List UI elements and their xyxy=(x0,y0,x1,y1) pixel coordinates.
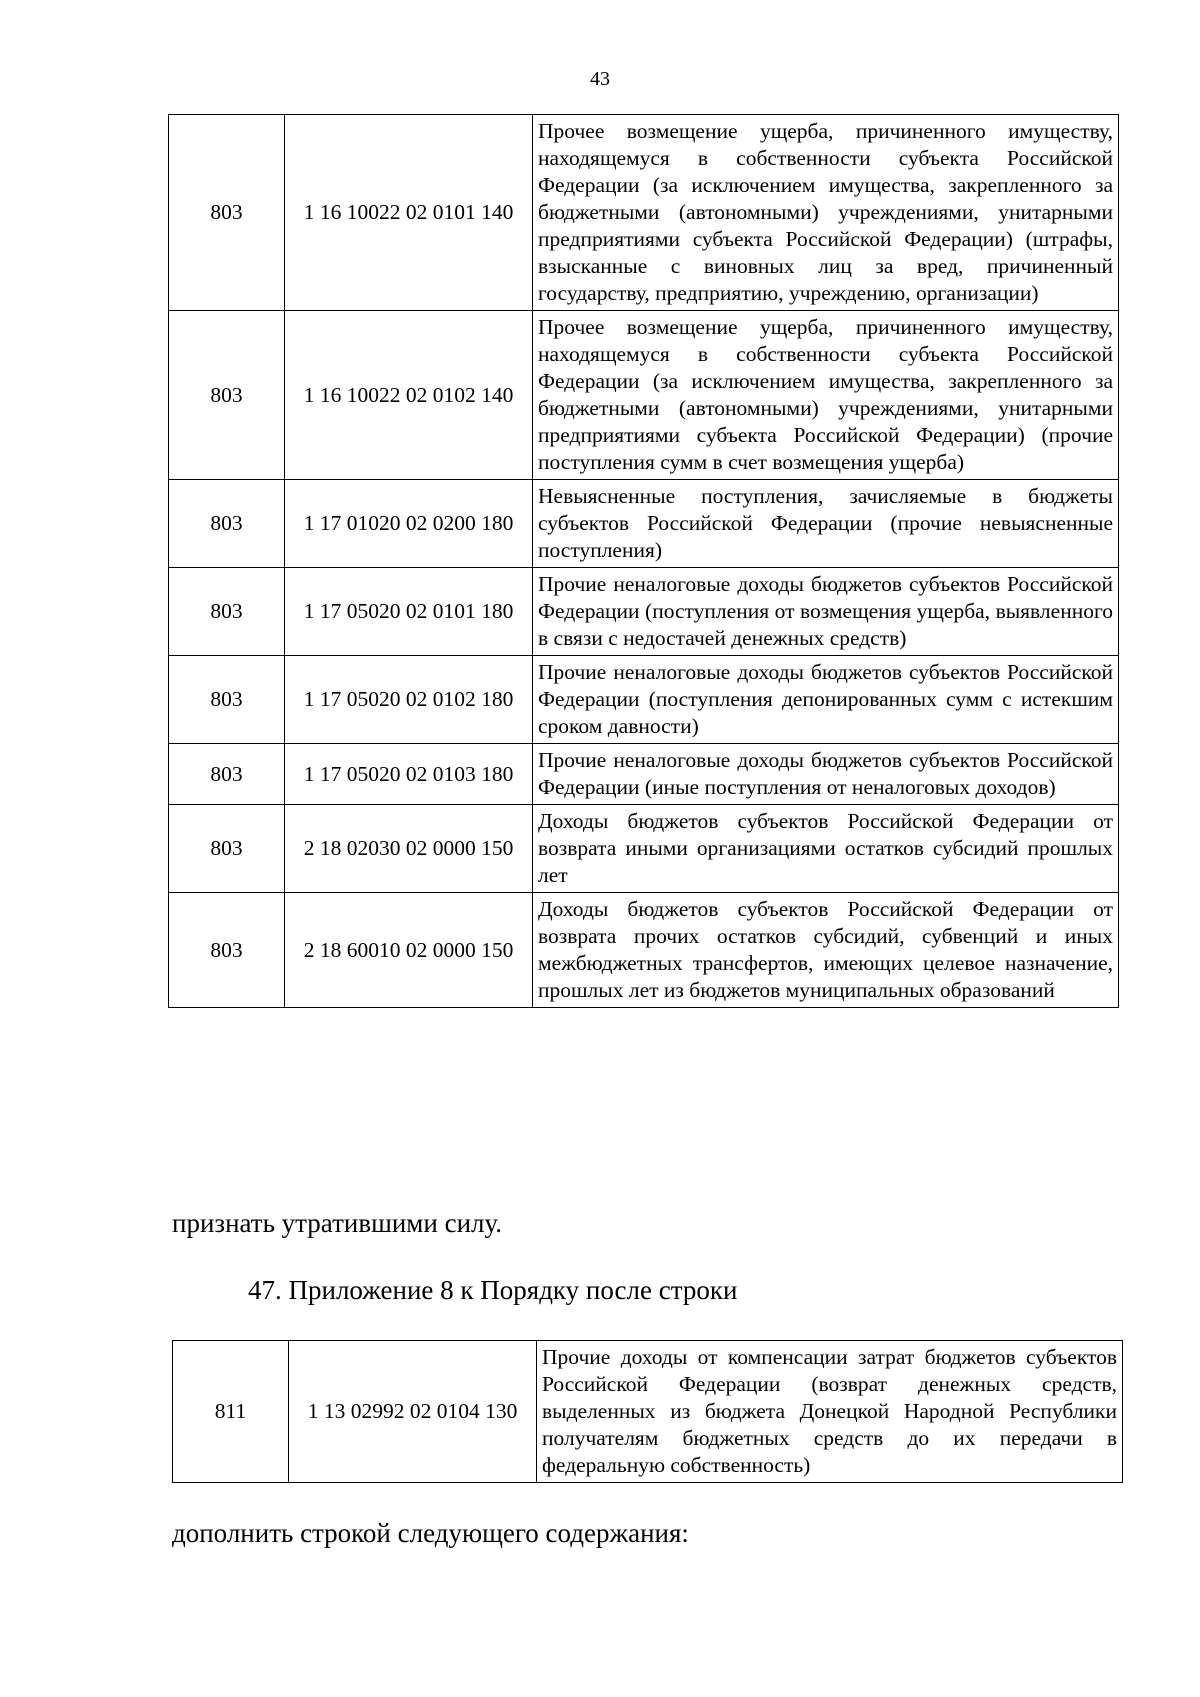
description-cell: Невыясненные поступления, зачисляемые в бюджеты субъектов Российской Федерации (прочие невыясненные поступления) xyxy=(533,480,1119,568)
admin-code-cell: 803 xyxy=(169,115,285,311)
description-cell: Прочие неналоговые доходы бюджетов субъектов Российской Федерации (поступления депонированных сумм с истекшим сроком давности) xyxy=(533,656,1119,744)
table-row xyxy=(169,115,1119,311)
budget-code-cell: 1 17 01020 02 0200 180 xyxy=(285,480,533,568)
revenue-codes-table xyxy=(168,114,1119,1008)
description-cell: Прочее возмещение ущерба, причиненного имуществу, находящемуся в собственности субъекта Российской Федерации (за исключением имущества, закрепленного за бюджетными (автономными) учреждениями, унитарными предприятиями субъекта Российской Федерации) (штрафы, взысканные с виновных лиц за вред, причиненный государству, предприятию, учреждению, организации) xyxy=(533,115,1119,311)
supplement-paragraph: дополнить строкой следующего содержания: xyxy=(172,1518,689,1548)
budget-code-cell: 1 17 05020 02 0103 180 xyxy=(285,744,533,805)
budget-code-cell: 1 16 10022 02 0101 140 xyxy=(285,115,533,311)
table-body xyxy=(169,115,1119,1008)
table-row xyxy=(169,311,1119,480)
admin-code-cell: 803 xyxy=(169,805,285,893)
admin-code-cell: 803 xyxy=(169,744,285,805)
admin-code-cell: 803 xyxy=(169,893,285,1008)
repeal-paragraph: признать утратившими силу. xyxy=(172,1208,503,1238)
admin-code-cell: 803 xyxy=(169,311,285,480)
table-row xyxy=(169,568,1119,656)
admin-code-cell: 803 xyxy=(169,656,285,744)
description-cell: Доходы бюджетов субъектов Российской Федерации от возврата иными организациями остатков субсидий прошлых лет xyxy=(533,805,1119,893)
budget-code-cell: 1 13 02992 02 0104 130 xyxy=(289,1341,537,1483)
table-row xyxy=(169,656,1119,744)
budget-code-cell: 1 17 05020 02 0101 180 xyxy=(285,568,533,656)
table-row xyxy=(173,1341,1123,1483)
description-cell: Прочие доходы от компенсации затрат бюджетов субъектов Российской Федерации (возврат денежных средств, выделенных из бюджета Донецкой Народной Республики получателям бюджетных средств до их передачи в федеральную собственность) xyxy=(537,1341,1123,1483)
budget-code-cell: 2 18 60010 02 0000 150 xyxy=(285,893,533,1008)
admin-code-cell: 811 xyxy=(173,1341,289,1483)
table-row xyxy=(169,480,1119,568)
admin-code-cell: 803 xyxy=(169,480,285,568)
table-row xyxy=(169,744,1119,805)
description-cell: Доходы бюджетов субъектов Российской Федерации от возврата прочих остатков субсидий, субвенций и иных межбюджетных трансфертов, имеющих целевое назначение, прошлых лет из бюджетов муниципальных образований xyxy=(533,893,1119,1008)
budget-code-cell: 1 17 05020 02 0102 180 xyxy=(285,656,533,744)
description-cell: Прочие неналоговые доходы бюджетов субъектов Российской Федерации (поступления от возмещения ущерба, выявленного в связи с недостачей денежных средств) xyxy=(533,568,1119,656)
item-47-paragraph: 47. Приложение 8 к Порядку после строки xyxy=(248,1275,738,1305)
description-cell: Прочие неналоговые доходы бюджетов субъектов Российской Федерации (иные поступления от неналоговых доходов) xyxy=(533,744,1119,805)
budget-code-cell: 1 16 10022 02 0102 140 xyxy=(285,311,533,480)
admin-code-cell: 803 xyxy=(169,568,285,656)
table-row xyxy=(169,805,1119,893)
table-row xyxy=(169,893,1119,1008)
page-number: 43 xyxy=(590,68,610,90)
appendix-8-row-table xyxy=(172,1340,1123,1483)
budget-code-cell: 2 18 02030 02 0000 150 xyxy=(285,805,533,893)
table-body xyxy=(173,1341,1123,1483)
description-cell: Прочее возмещение ущерба, причиненного имуществу, находящемуся в собственности субъекта Российской Федерации (за исключением имущества, закрепленного за бюджетными (автономными) учреждениями, унитарными предприятиями субъекта Российской Федерации) (прочие поступления сумм в счет возмещения ущерба) xyxy=(533,311,1119,480)
